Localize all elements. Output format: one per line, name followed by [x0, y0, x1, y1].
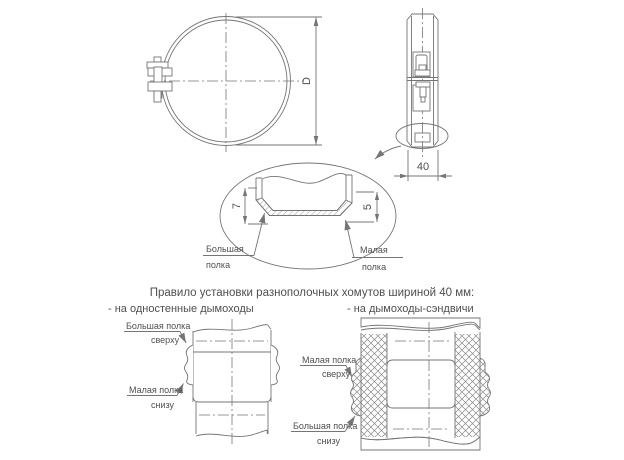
sandwich-heading: - на дымоходы-сэндвичи [347, 303, 474, 315]
sandwich-clamp-left [351, 358, 362, 416]
rule-title: Правило установки разнополочных хомутов шириной 40 мм: [149, 287, 475, 299]
small-flange-label-line1: Малая [360, 245, 388, 255]
big-flange-leader [254, 213, 265, 256]
bolt-assembly-front [147, 57, 172, 102]
width-label: 40 [416, 161, 430, 173]
clamp-rim-bottom [387, 402, 455, 408]
single-wall-heading: - на одностенные дымоходы [108, 303, 254, 315]
front-centerlines [150, 13, 304, 152]
front-view [147, 13, 322, 152]
big-flange-label-line2: полка [206, 260, 231, 270]
single-wall-top-label-line1: Большая полка [126, 321, 191, 331]
diameter-label: D [300, 77, 313, 85]
sandwich-top-label-line2: сверху [322, 369, 351, 379]
sandwich-bottom-label-line2: снизу [317, 436, 341, 446]
sandwich-break-top [361, 318, 480, 328]
sandwich-bottom-label-line1: Большая полка [293, 421, 358, 431]
sandwich-clamp-right [480, 358, 491, 416]
section-profile [256, 173, 352, 215]
small-flange-label-line2: полка [362, 262, 387, 272]
band-top-wave [262, 173, 346, 183]
sandwich-top-label-line1: Малая полка [302, 355, 357, 365]
small-flange-leader [346, 220, 355, 258]
small-flange-height-label: 5 [361, 203, 374, 211]
detail-callout-ellipse [396, 124, 448, 149]
single-wall-pipe [193, 319, 271, 444]
clamp-rim-top [387, 360, 455, 366]
detail-callout-arrow [375, 146, 401, 159]
section-hatch [256, 198, 352, 216]
clamp-profile-left [185, 345, 194, 385]
single-wall-bottom-label-line2: снизу [151, 400, 175, 410]
single-wall-bottom-label-line1: Малая полка [129, 385, 184, 395]
side-view [375, 8, 452, 181]
clamp-profile-right [271, 345, 280, 385]
insulation-section [361, 334, 480, 437]
sandwich-break-bottom-line [361, 437, 480, 450]
single-wall-diagram [124, 319, 280, 444]
single-wall-top-leader [180, 332, 186, 344]
single-wall-top-label-line2: сверху [151, 335, 180, 345]
big-flange-height-label: 7 [230, 202, 243, 210]
big-flange-label-line1: Большая [206, 244, 244, 254]
